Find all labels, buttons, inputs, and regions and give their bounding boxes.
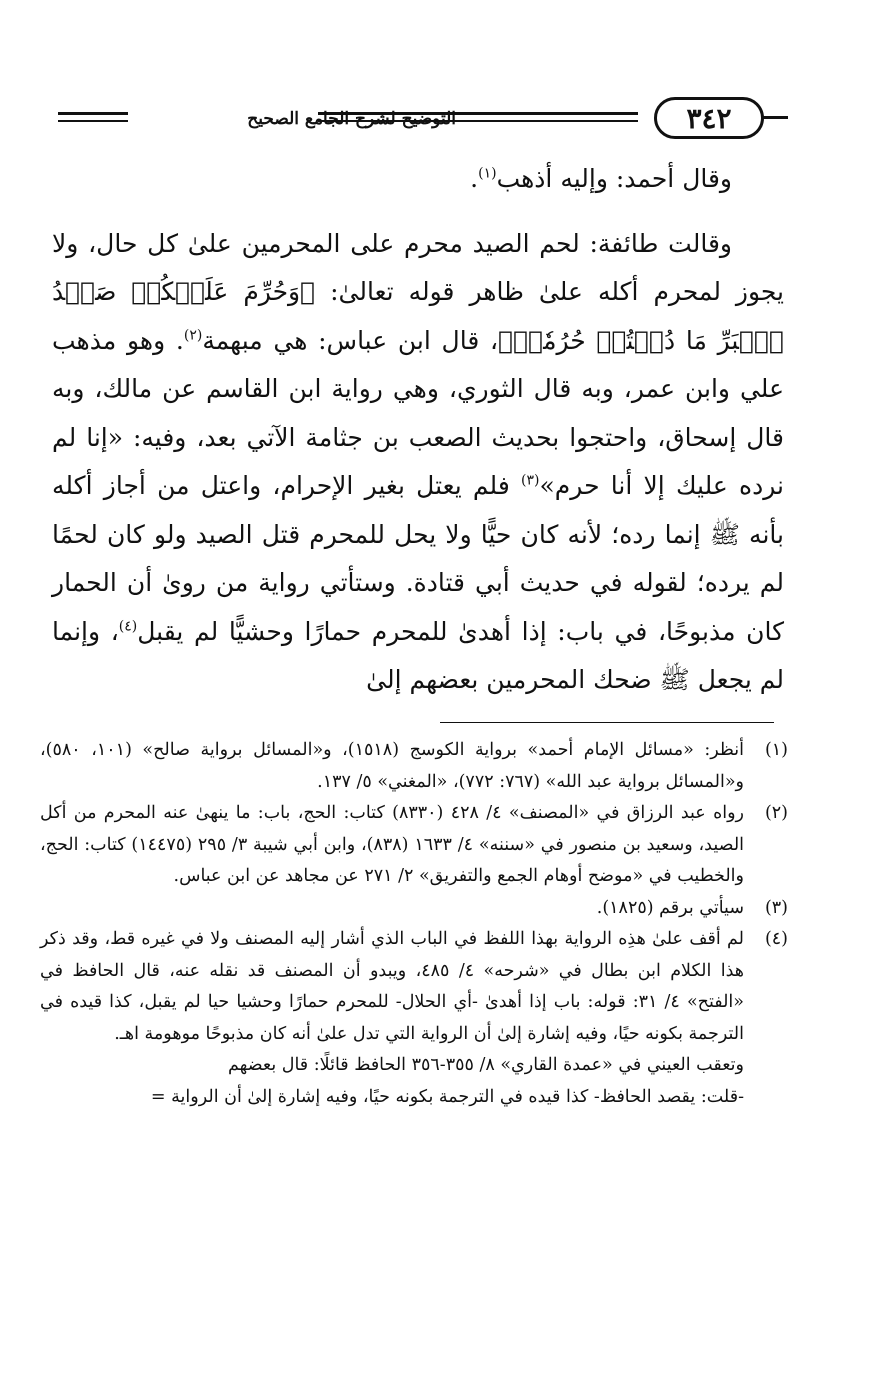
paragraph-2 bbox=[52, 220, 784, 705]
footnote-2 bbox=[40, 798, 788, 893]
paragraph-1-text: وقال أحمد: وإليه أذهب bbox=[496, 164, 732, 193]
paragraph-2-part-b: . وهو مذهب علي وابن عمر، وبه قال الثوري، وهي رواية ابن القاسم عن مالك، وبه قال إسحاق، واحتجوا بحديث الصعب بن جثامة الآتي بعد، وفيه: «إنا لم نرده عليك إلا أنا حرم» bbox=[52, 325, 784, 500]
footnote-text: أنظر: «مسائل الإمام أحمد» برواية الكوسج (١٥١٨)، و«المسائل برواية صالح» (١٠١، ٥٨٠)، و«المسائل برواية عبد الله» (٧٦٧: ٧٧٢)، «المغني» ٥/ ١٣٧. bbox=[40, 740, 744, 792]
footnote-text: رواه عبد الرزاق في «المصنف» ٤/ ٤٢٨ (٨٣٣٠) كتاب: الحج، باب: ما ينهىٰ عنه المحرم من أكل الصيد، وسعيد بن منصور في «سننه» ٤/ ١٦٣٣ (٨٣٨)، وابن أبي شيبة ٣/ ٢٩٥ (١٤٤٧٥) كتاب: الحج، والخطيب في «موضح أوهام الجمع والتفريق» ٢/ ٢٧١ عن مجاهد عن ابن عباس. bbox=[40, 803, 745, 886]
footnote-text: سيأتي برقم (١٨٢٥). bbox=[596, 897, 744, 918]
footnote-number: (٢) bbox=[764, 803, 788, 823]
footnote-4 bbox=[40, 924, 788, 1050]
footnote-ref-1[interactable]: (١) bbox=[478, 165, 497, 182]
page-number-badge bbox=[654, 97, 764, 139]
footnote-number: (١) bbox=[764, 740, 788, 760]
footnote-1 bbox=[40, 735, 788, 798]
paragraph-1 bbox=[52, 155, 784, 204]
footnote-separator bbox=[440, 722, 774, 723]
footnote-text: لم أقف علىٰ هذِه الرواية بهذا اللفظ في الباب الذي أشار إليه المصنف ولا في غيره قط، وقد ذكر هذا الكلام ابن بطال في «شرحه» ٤/ ٤٨٥، ويبدو أن المصنف قد نقله عنه، قال الحافظ في «الفتح» ٤/ ٣١: قوله: باب إذا أهدىٰ -أي الحلال- للمحرم حمارًا وحشيا حيا لم يقبل، كذا قيده في الترجمة بكونه حيًا، وفيه إشارة إلىٰ أن الرواية التي تدل علىٰ أنه كان مذبوحًا موهومة اهـ. bbox=[40, 929, 744, 1044]
footnotes bbox=[40, 735, 788, 1113]
continuation-line-1: وتعقب العيني في «عمدة القاري» ٨/ ٣٥٥-٣٥٦ الحافظ قائلًا: قال بعضهم bbox=[228, 1055, 744, 1075]
paragraph-2-part-a: وقالت طائفة: لحم الصيد محرم على المحرمين علىٰ كل حال، ولا يجوز لمحرم أكله علىٰ ظاهر قوله تعالىٰ: ﴿وَحُرِّمَ عَلَيۡكُمۡ صَيۡدُ ٱلۡبَرِّ مَا دُمۡتُمۡ حُرُمٗاۗ﴾، قال ابن عباس: هي مبهمة bbox=[52, 228, 784, 355]
footnote-ref-2[interactable]: (٢) bbox=[183, 327, 203, 344]
footnote-3 bbox=[40, 893, 788, 925]
footnote-number: (٣) bbox=[764, 897, 788, 918]
footnote-ref-3[interactable]: (٣) bbox=[521, 472, 540, 489]
paragraph-1-tail: . bbox=[470, 164, 479, 193]
header-rule-left-bottom bbox=[58, 120, 128, 122]
running-title: التوضيح لشرح الجامع الصحيح bbox=[247, 109, 456, 129]
footnote-number: (٤) bbox=[764, 929, 788, 949]
paragraph-2-part-c: فلم يعتل بغير الإحرام، واعتل من أجاز أكله بأنه ﷺ إنما رده؛ لأنه كان حيًّا ولا يحل للمحرم قتل الصيد ولو كان لحمًا لم يرده؛ لقوله في حديث أبي قتادة. وستأتي رواية من روىٰ أن الحمار كان مذبوحًا، في باب: إذا أهدىٰ للمحرم حمارًا وحشيًّا لم يقبل bbox=[52, 471, 785, 646]
continued-mark: = bbox=[150, 1086, 166, 1107]
page-number: ٣٤٢ bbox=[686, 101, 732, 135]
main-text bbox=[52, 155, 784, 705]
header-rule-left-top bbox=[58, 112, 128, 115]
page-header bbox=[58, 95, 788, 145]
footnote-ref-4[interactable]: (٤) bbox=[118, 618, 138, 635]
footnote-4-continuation bbox=[40, 1050, 788, 1113]
continuation-line-2-text: -قلت: يقصد الحافظ- كذا قيده في الترجمة بكونه حيًا، وفيه إشارة إلىٰ أن الرواية bbox=[171, 1086, 744, 1107]
paragraph-2-part-d: ، وإنما لم يجعل ﷺ ضحك المحرمين بعضهم إلىٰ bbox=[52, 616, 784, 694]
continuation-line-2 bbox=[40, 1082, 744, 1114]
